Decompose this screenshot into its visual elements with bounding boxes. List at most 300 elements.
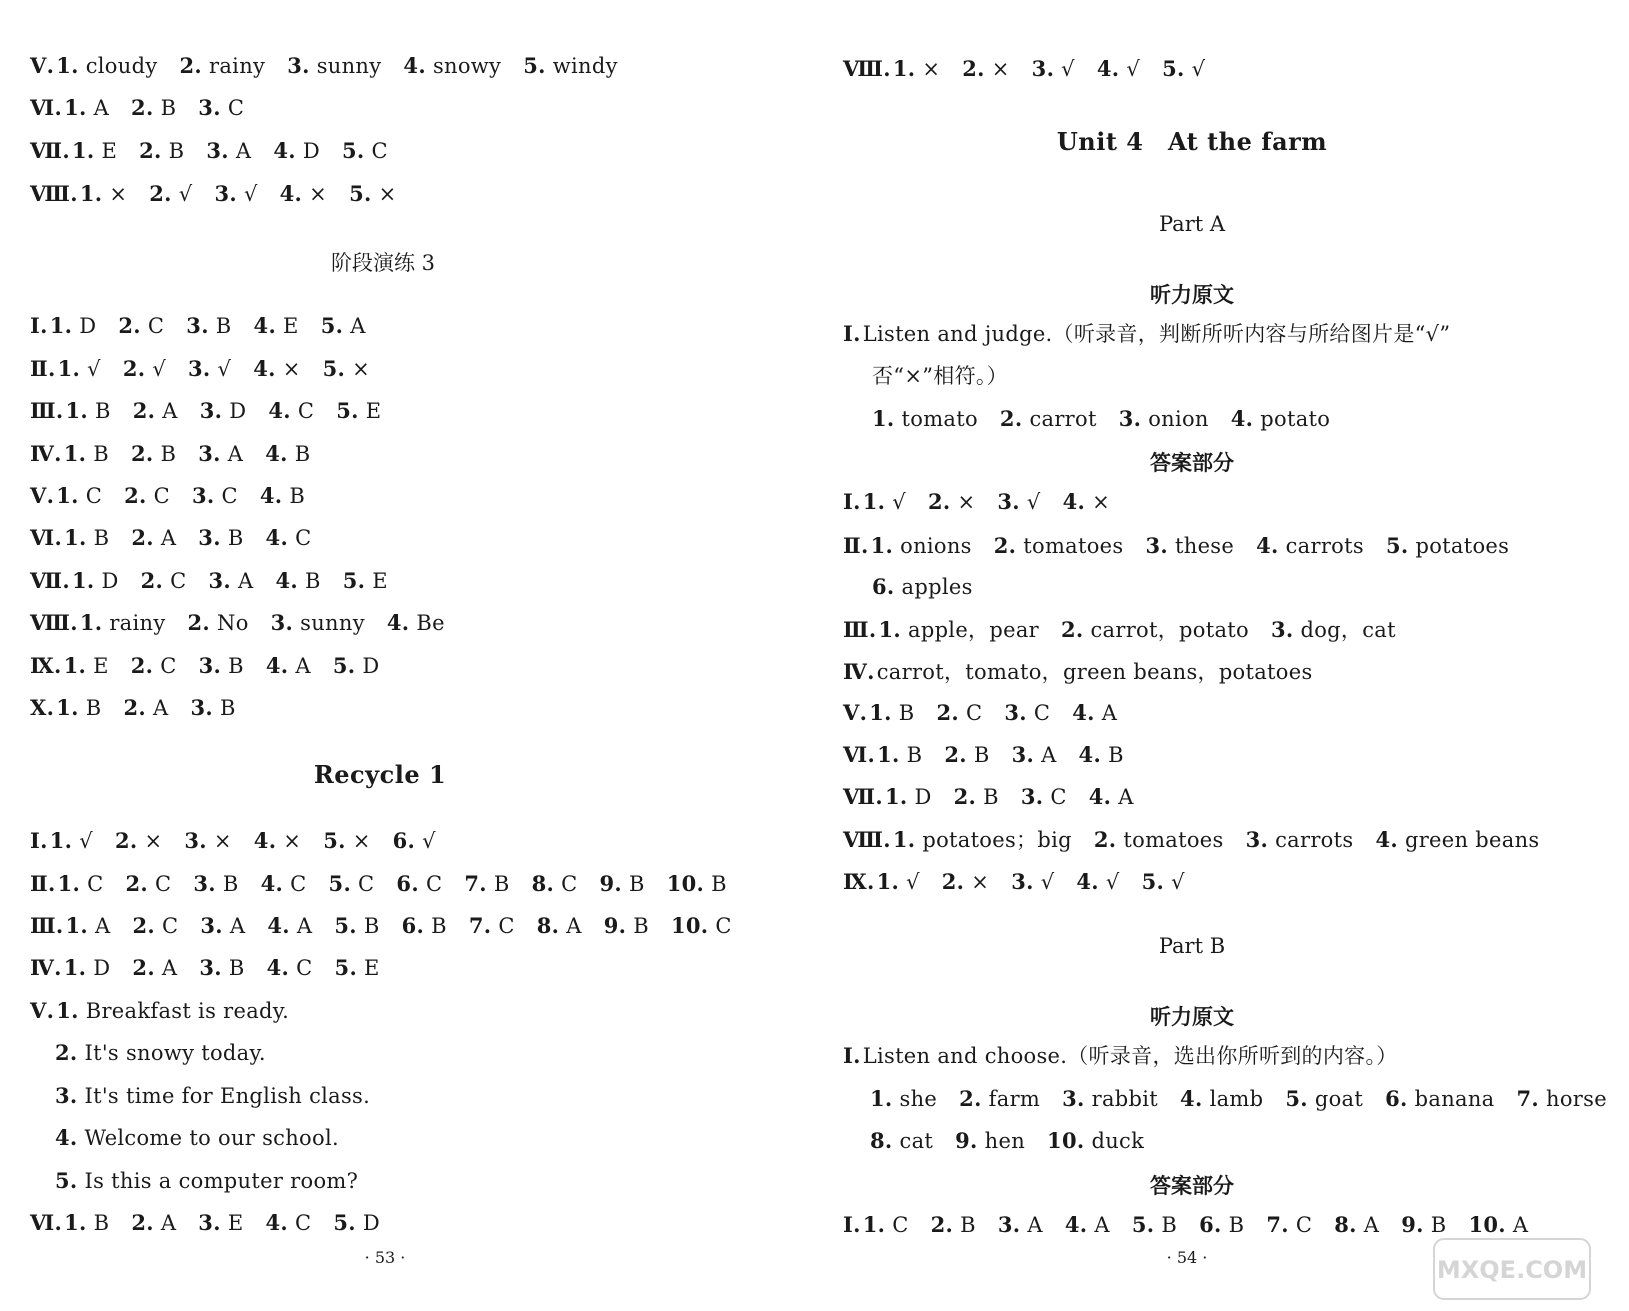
answer-line: [30, 180, 418, 208]
section-heading: 听力原文: [1150, 282, 1234, 307]
item-text: C: [371, 139, 388, 163]
item-text: B: [898, 701, 915, 725]
answer-item: [132, 956, 177, 980]
answer-item: [64, 442, 109, 466]
item-text: B: [1108, 743, 1124, 767]
answer-item: [193, 872, 238, 896]
item-text: ×: [283, 829, 302, 853]
item-text: Be: [416, 611, 445, 635]
item-number: 3.: [199, 955, 222, 980]
answer-line: [30, 567, 410, 595]
item-text: tomatoes: [1123, 828, 1224, 852]
right-page: [800, 0, 1607, 1311]
item-text: lamb: [1209, 1087, 1264, 1111]
item-text: B: [628, 872, 645, 896]
item-text: B: [983, 785, 999, 809]
answer-item: [997, 490, 1040, 514]
item-text: cat: [899, 1129, 934, 1153]
item-number: 10.: [1468, 1212, 1506, 1237]
answer-item: [198, 1211, 243, 1235]
answer-item: [1061, 618, 1249, 642]
section-numeral: Ⅸ.: [30, 653, 62, 678]
answer-item: [403, 54, 501, 78]
item-text: duck: [1091, 1129, 1145, 1153]
section-numeral: Ⅲ.: [843, 617, 877, 642]
item-number: 3.: [192, 483, 215, 508]
answer-item: [323, 829, 370, 853]
item-text: C: [155, 872, 172, 896]
item-text: C: [1050, 785, 1067, 809]
answer-item: [260, 484, 305, 508]
answer-item: [200, 399, 247, 423]
answer-line: [30, 694, 258, 722]
item-text: carrots: [1275, 828, 1354, 852]
item-number: 9.: [599, 871, 622, 896]
item-number: 5.: [1141, 869, 1165, 894]
item-number: 5.: [342, 568, 366, 593]
item-number: 3.: [270, 610, 294, 635]
item-number: 8.: [531, 871, 555, 896]
answer-item: [863, 322, 1451, 346]
item-text: B: [906, 743, 923, 767]
answer-line: [870, 1127, 1166, 1155]
item-text: goat: [1314, 1087, 1364, 1111]
item-number: 4.: [265, 525, 289, 550]
item-number: 5.: [333, 1210, 356, 1235]
item-number: 3.: [1031, 56, 1055, 81]
answer-item: [1072, 701, 1117, 725]
item-text: onion: [1148, 407, 1209, 431]
answer-line: [843, 699, 1139, 727]
svg-text:MXQE.COM: MXQE.COM: [1436, 1256, 1588, 1284]
answer-item: [872, 364, 1008, 388]
item-text: A: [566, 914, 582, 938]
item-text: √: [217, 357, 232, 381]
answer-item: [671, 914, 732, 938]
item-text: ×: [957, 490, 976, 514]
item-text: √: [243, 182, 258, 206]
item-number: 3.: [206, 138, 229, 163]
item-number: 3.: [198, 1210, 221, 1235]
item-number: 4.: [273, 138, 296, 163]
item-number: 7.: [1266, 1212, 1289, 1237]
item-number: 2.: [927, 489, 951, 514]
answer-item: [131, 526, 176, 550]
section-numeral: Ⅰ.: [30, 828, 48, 853]
answer-item: [126, 872, 172, 896]
item-number: 10.: [670, 913, 709, 938]
item-number: 6.: [1385, 1086, 1408, 1111]
item-text: E: [93, 654, 109, 678]
item-number: 1.: [71, 138, 95, 163]
answer-item: [1385, 1087, 1494, 1111]
item-number: 4.: [267, 913, 290, 938]
item-number: 4.: [265, 653, 289, 678]
item-text: √: [152, 357, 167, 381]
item-text: B: [431, 914, 447, 938]
item-text: D: [302, 139, 320, 163]
item-number: 2.: [941, 869, 965, 894]
item-text: √: [1061, 57, 1075, 81]
answer-line: [55, 1167, 380, 1195]
item-number: 1.: [56, 998, 79, 1023]
answer-item: [936, 701, 982, 725]
answer-item: [200, 914, 245, 938]
answer-item: [1386, 534, 1509, 558]
item-number: 8.: [870, 1128, 893, 1153]
item-number: 6.: [401, 913, 425, 938]
item-number: 5.: [328, 871, 352, 896]
answer-item: [115, 829, 162, 853]
item-text: √: [1026, 490, 1041, 514]
item-number: 7.: [468, 913, 492, 938]
section-numeral: Ⅰ.: [30, 313, 48, 338]
item-text: It's snowy today.: [84, 1041, 266, 1065]
answer-item: [1004, 701, 1050, 725]
section-heading: 答案部分: [1150, 1173, 1234, 1198]
item-text: B: [227, 526, 244, 550]
item-number: 4.: [1076, 869, 1099, 894]
section-numeral: Ⅶ.: [30, 138, 70, 163]
item-number: 2.: [936, 700, 959, 725]
section-numeral: Ⅰ.: [843, 1043, 861, 1068]
answer-item: [333, 654, 380, 678]
answer-item: [1256, 534, 1364, 558]
item-text: C: [87, 872, 104, 896]
section-numeral: Ⅰ.: [843, 1212, 861, 1237]
answer-item: [50, 829, 93, 853]
item-text: C: [892, 1213, 909, 1237]
item-number: 3.: [1011, 742, 1035, 767]
item-text: sunny: [300, 611, 365, 635]
answer-line: [30, 482, 327, 510]
item-number: 2.: [131, 525, 154, 550]
item-text: B: [493, 872, 510, 896]
answer-item: [387, 611, 445, 635]
item-text: C: [221, 484, 238, 508]
answer-item: [464, 872, 509, 896]
answer-item: [1266, 1213, 1312, 1237]
answer-item: [254, 829, 301, 853]
answer-item: [1231, 407, 1330, 431]
item-text: A: [1118, 785, 1134, 809]
answer-item: [132, 914, 178, 938]
item-text: A: [238, 569, 254, 593]
answer-item: [266, 526, 312, 550]
item-number: 2.: [55, 1040, 78, 1065]
answer-item: [271, 611, 365, 635]
answer-item: [1246, 828, 1354, 852]
item-number: 1.: [79, 181, 103, 206]
answer-item: [1271, 618, 1396, 642]
item-number: 3.: [997, 1212, 1021, 1237]
answer-item: [65, 914, 110, 938]
item-text: carrot: [1029, 407, 1097, 431]
answer-item: [1012, 743, 1057, 767]
item-number: 1.: [862, 489, 886, 514]
item-text: green beans: [1404, 828, 1540, 852]
item-number: 1.: [876, 869, 900, 894]
item-text: Breakfast is ready.: [85, 999, 290, 1023]
section-numeral: Ⅶ.: [843, 784, 883, 809]
answer-item: [1021, 785, 1067, 809]
item-number: 1.: [63, 653, 87, 678]
item-number: 2.: [1093, 827, 1117, 852]
answer-line: [30, 312, 388, 340]
item-number: 4.: [1256, 533, 1279, 558]
item-number: 4.: [1062, 489, 1086, 514]
item-number: 2.: [930, 1212, 954, 1237]
answer-item: [335, 956, 380, 980]
answer-item: [877, 870, 920, 894]
answer-item: [1032, 57, 1075, 81]
answer-item: [998, 1213, 1043, 1237]
item-number: 4.: [403, 53, 426, 78]
item-number: 5.: [322, 356, 346, 381]
section-numeral: Ⅳ.: [30, 955, 62, 980]
section-numeral: Ⅴ.: [30, 483, 55, 508]
answer-item: [877, 743, 922, 767]
item-text: potatoes: [1415, 534, 1510, 558]
answer-item: [469, 914, 515, 938]
item-text: A: [296, 914, 313, 938]
answer-item: [334, 914, 379, 938]
answer-item: [878, 618, 1039, 642]
item-text: D: [362, 1211, 380, 1235]
item-number: 4.: [1072, 700, 1095, 725]
answer-item: [1375, 828, 1539, 852]
item-text: E: [365, 399, 382, 423]
item-number: 4.: [265, 441, 288, 466]
item-text: C: [965, 701, 983, 725]
item-number: 5.: [55, 1168, 78, 1193]
left-page: [0, 0, 800, 1311]
item-text: B: [160, 96, 177, 120]
item-number: 9.: [603, 913, 627, 938]
item-number: 3.: [193, 871, 216, 896]
item-text: A: [161, 956, 178, 980]
answer-item: [942, 870, 989, 894]
item-number: 4.: [1078, 742, 1102, 767]
item-number: 1.: [64, 525, 87, 550]
item-number: 3.: [1062, 1086, 1085, 1111]
item-text: √: [1191, 57, 1206, 81]
answer-line: [30, 440, 332, 468]
answer-item: [55, 1126, 339, 1150]
answer-item: [1065, 1213, 1110, 1237]
item-number: 5.: [323, 828, 346, 853]
item-number: 1.: [877, 742, 900, 767]
section-numeral: Ⅲ.: [30, 913, 64, 938]
answer-item: [180, 54, 266, 78]
answer-item: [64, 96, 109, 120]
answer-line: [843, 658, 1335, 686]
item-number: 3.: [198, 525, 221, 550]
answer-item: [523, 54, 618, 78]
answer-item: [1285, 1087, 1363, 1111]
item-number: 2.: [179, 53, 203, 78]
answer-item: [872, 407, 978, 431]
item-number: 6.: [872, 574, 895, 599]
item-text: apples: [901, 575, 973, 599]
answer-item: [928, 490, 975, 514]
answer-item: [1079, 743, 1124, 767]
answer-item: [139, 139, 184, 163]
section-numeral: Ⅵ.: [30, 1210, 63, 1235]
item-text: C: [715, 914, 732, 938]
item-text: D: [362, 654, 380, 678]
answer-item: [64, 654, 109, 678]
answer-item: [64, 526, 109, 550]
item-text: potato: [1260, 407, 1331, 431]
item-text: E: [101, 139, 118, 163]
answer-item: [58, 872, 104, 896]
answer-item: [64, 1211, 109, 1235]
item-text: C: [297, 399, 315, 423]
item-text: C: [561, 872, 578, 896]
item-number: 3.: [188, 356, 211, 381]
answer-item: [599, 872, 644, 896]
item-number: 2.: [122, 356, 146, 381]
item-number: 1.: [56, 53, 79, 78]
item-number: 2.: [999, 406, 1023, 431]
item-number: 7.: [464, 871, 487, 896]
section-numeral: Ⅶ.: [30, 568, 70, 593]
item-number: 5.: [349, 181, 372, 206]
item-number: 3.: [198, 441, 221, 466]
answer-line: [55, 1082, 392, 1110]
item-number: 2.: [959, 1086, 982, 1111]
item-number: 2.: [1060, 617, 1084, 642]
answer-item: [994, 534, 1124, 558]
item-number: 3.: [55, 1083, 78, 1108]
answer-item: [208, 569, 253, 593]
item-text: Listen and judge.（听录音，判断所听内容与所给图片是“√”: [862, 322, 1451, 346]
item-text: √: [1105, 870, 1120, 894]
answer-line: [872, 362, 1030, 390]
item-text: B: [1161, 1213, 1178, 1237]
answer-line: [30, 827, 458, 855]
answer-item: [863, 1044, 1398, 1068]
item-text: ×: [352, 357, 371, 381]
item-number: 1.: [65, 913, 89, 938]
item-text: C: [425, 872, 443, 896]
answer-item: [65, 399, 110, 423]
answer-item: [55, 1169, 358, 1193]
item-text: windy: [552, 54, 618, 78]
item-number: 3.: [198, 653, 222, 678]
item-number: 4.: [1088, 784, 1112, 809]
answer-item: [198, 442, 243, 466]
item-number: 1.: [65, 398, 89, 423]
answer-item: [1089, 785, 1134, 809]
answer-item: [275, 569, 320, 593]
item-text: rainy: [109, 611, 166, 635]
answer-item: [198, 526, 243, 550]
section-numeral: Ⅴ.: [30, 53, 55, 78]
item-number: 5.: [523, 53, 546, 78]
item-number: 1.: [57, 871, 81, 896]
answer-item: [893, 57, 940, 81]
item-text: C: [290, 872, 307, 896]
answer-item: [869, 701, 914, 725]
item-text: B: [289, 484, 306, 508]
item-text: B: [93, 526, 110, 550]
answer-item: [80, 182, 127, 206]
item-text: ×: [144, 829, 163, 853]
item-number: 1.: [57, 356, 81, 381]
item-text: C: [1295, 1213, 1313, 1237]
answer-item: [1062, 1087, 1158, 1111]
item-text: B: [219, 696, 236, 720]
section-numeral: Ⅸ.: [843, 869, 875, 894]
item-number: 4.: [55, 1125, 78, 1150]
item-text: √: [178, 182, 193, 206]
answer-item: [1142, 870, 1185, 894]
item-text: √: [79, 829, 93, 853]
section-numeral: Ⅱ.: [30, 871, 56, 896]
answer-item: [1517, 1087, 1607, 1111]
item-text: A: [162, 399, 178, 423]
section-heading: Unit 4 At the farm: [1056, 127, 1328, 156]
answer-item: [1000, 407, 1097, 431]
item-text: ×: [922, 57, 941, 81]
answer-item: [870, 1087, 937, 1111]
watermark-logo: [1432, 1233, 1592, 1305]
item-number: 2.: [132, 398, 156, 423]
answer-line: [30, 954, 402, 982]
answer-item: [214, 182, 257, 206]
item-number: 1.: [63, 955, 87, 980]
item-text: tomatoes: [1023, 534, 1124, 558]
item-text: 否“×”相符。）: [872, 364, 1008, 388]
item-text: C: [161, 914, 179, 938]
item-text: √: [87, 357, 101, 381]
answer-item: [253, 357, 300, 381]
item-number: 3.: [1020, 784, 1044, 809]
item-text: carrot，potato: [1090, 618, 1249, 642]
answer-item: [667, 872, 727, 896]
item-number: 2.: [139, 138, 162, 163]
item-text: potatoes；big: [922, 828, 1072, 852]
answer-item: [192, 484, 238, 508]
item-text: A: [235, 139, 252, 163]
item-text: B: [1430, 1213, 1447, 1237]
answer-item: [133, 399, 178, 423]
item-text: sunny: [316, 54, 382, 78]
answer-item: [80, 611, 166, 635]
answer-item: [268, 399, 314, 423]
item-number: 8.: [1334, 1212, 1357, 1237]
item-text: A: [229, 914, 246, 938]
answer-item: [124, 484, 170, 508]
item-number: 6.: [1199, 1212, 1222, 1237]
item-text: banana: [1414, 1087, 1495, 1111]
item-number: 1.: [892, 827, 916, 852]
item-text: B: [363, 914, 380, 938]
answer-item: [893, 828, 1072, 852]
answer-item: [56, 999, 289, 1023]
answer-item: [266, 654, 311, 678]
answer-item: [190, 696, 235, 720]
answer-item: [273, 139, 320, 163]
answer-item: [1145, 534, 1234, 558]
section-numeral: Ⅷ.: [843, 56, 891, 81]
item-number: 2.: [131, 441, 154, 466]
item-text: A: [1094, 1213, 1110, 1237]
answer-line: [843, 488, 1132, 516]
section-numeral: Ⅱ.: [843, 533, 869, 558]
